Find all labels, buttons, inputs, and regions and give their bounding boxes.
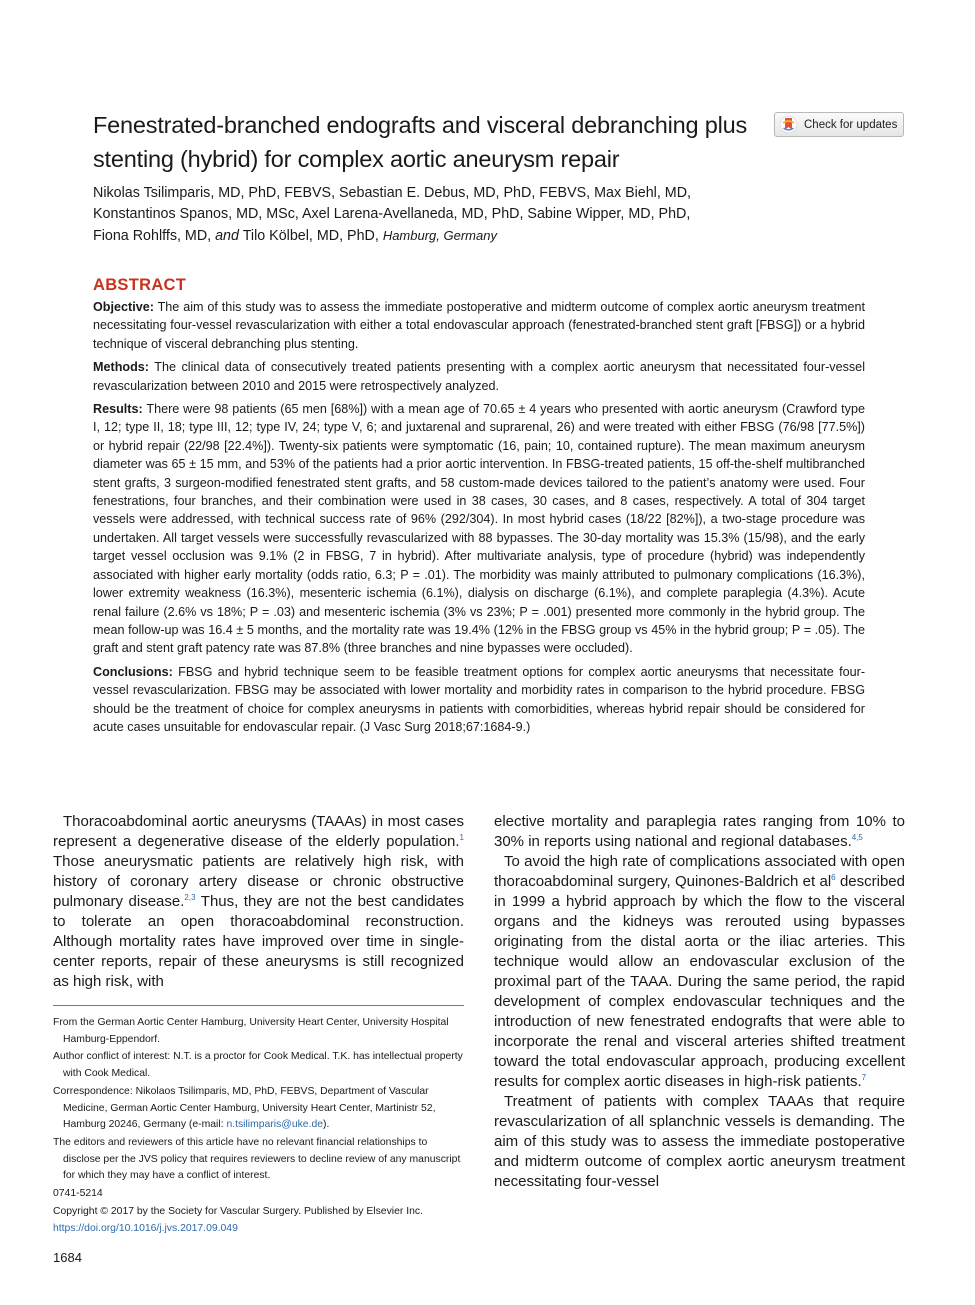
- author-line: Nikolas Tsilimparis, MD, PhD, FEBVS, Sebastian E. Debus, MD, PhD, FEBVS, Max Biehl, MD,: [93, 185, 692, 201]
- footnote-issn: 0741-5214: [53, 1188, 103, 1200]
- results-text: There were 98 patients (65 men [68%]) with a mean age of 70.65 ± 4 years who presented with aortic aneurysm (Crawford type I, 12; type II, 18; type III, 12; type IV, 24; type V, 6; and juxtarenal and suprarenal, 26) and were treated with either FBSG (76/98 [77.5%]) or hybrid repair (22/98 [22.4%]). Twenty-six patients were symptomatic (16, pain; 10, contained rupture). The mean maximum aneurysm diameter was 65 ± 15 mm, and 53% of the patients had a prior aortic intervention. In FBSG-treated patients, 15 off-the-shelf multibranched stent grafts, 3 surgeon-modified fenestrated stent grafts, and 58 custom-made devices tailored to the patient’s anatomy were used. Four fenestrations, four branches, and their combination were used in 38 cases, 30 cases, and 8 cases, respectively. A total of 304 target vessels were addressed, with technical success rate of 96% (292/304). In most hybrid cases (18/22 [82%]), a two-stage procedure was undertaken. All target vessels were successfully revascularized with 88 bypasses. The 30-day mortality was 15.3% (15/98), and the early target vessel occlusion was 9.1% (2 in FBSG, 7 in hybrid). After multivariate analysis, type of procedure (hybrid) was independently associated with higher early mortality (odds ratio, 6.3; P = .01). The morbidity was mainly attributed to pulmonary complications (16.3%), lower extremity weakness (16.3%), mesenteric ischemia (6.1%), dialysis on discharge (6.1%), and complete paraplegia (4.3%). Acute renal failure (2.6% vs 18%; P = .03) and mesenteric ischemia (3% vs 23%; P = .001) presented more commonly in the hybrid group. The mean follow-up was 16.4 ± 5 months, and the mortality rate was 19.4% (12% in the FBSG group vs 45% in the hybrid group; P = .05). The graft and stent graft patency rate was 87.8% (three branches and nine bypasses were occluded).: [93, 402, 865, 656]
- hybrid-text: To avoid the high rate of complications associated with open thoracoabdominal surgery, Quinones-Baldrich et al: [494, 853, 905, 890]
- intro-text: Thoracoabdominal aortic aneurysms (TAAAs) in most cases represent a degenerative disease of the elderly population.: [53, 813, 464, 850]
- aim-paragraph: Treatment of patients with complex TAAAs that require revascularization of all splanchnic vessels is demanding. The aim of this study was to assess the immediate postoperative and midterm outcome of complex aortic aneurysm treatment necessitating four-vessel: [494, 1093, 905, 1190]
- objective-label: Objective:: [93, 300, 154, 314]
- correspondence-text: Correspondence: Nikolaos Tsilimparis, MD, PhD, FEBVS, Department of Vascular Medicine, German Aortic Center Hamburg, University Heart Center, Martinistr 52, Hamburg 20246, Germany (e-mail:: [53, 1085, 436, 1131]
- author-list: [93, 183, 783, 247]
- footnote-copyright: Copyright © 2017 by the Society for Vascular Surgery. Published by Elsevier Inc.: [53, 1205, 423, 1217]
- methods-text: The clinical data of consecutively treated patients presenting with a complex aortic aneurysm that necessitated four-vessel revascularization between 2010 and 2015 were retrospectively analyzed.: [93, 360, 865, 393]
- footnote-affiliation: From the German Aortic Center Hamburg, University Heart Center, University Hospital Hamburg-Eppendorf.: [53, 1017, 449, 1045]
- footnote-disclosure: The editors and reviewers of this article have no relevant financial relationships to disclose per the JVS policy that requires reviewers to decline review of any manuscript for which they may have a conflict of interest.: [53, 1136, 461, 1182]
- footnotes: [53, 1015, 464, 1239]
- objective-text: The aim of this study was to assess the immediate postoperative and midterm outcome of complex aortic aneurysm treatment necessitating four-vessel revascularization with either a total endovascular approach (fenestrated-branched stent graft [FBSG]) or a hybrid technique of visceral debranching plus stenting.: [93, 300, 865, 351]
- correspondence-text: ).: [323, 1119, 330, 1131]
- intro-text: Thus, they are not the best candidates to tolerate an open thoracoabdominal reconstruction. Although mortality rates have improved over time in single-center reports, repair of these aneurysms is still recognized as high risk, with: [53, 893, 464, 990]
- conclusions-text: FBSG and hybrid technique seem to be feasible treatment options for complex aortic aneurysms that necessitate four-vessel revascularization. FBSG may be associated with lower mortality and morbidity rates in comparison to the hybrid procedure. FBSG should be the treatment of choice for complex aneurysms in patients with comorbidities, whereas hybrid repair should be considered for acute cases unsuitable for endovascular repair. (J Vasc Surg 2018;67:1684-9.): [93, 664, 866, 734]
- author-names: Fiona Rohlffs, MD,: [93, 228, 212, 244]
- author-conjunction: and: [215, 228, 239, 244]
- footnote-conflict: Author conflict of interest: N.T. is a proctor for Cook Medical. T.K. has intellectual property with Cook Medical.: [53, 1051, 463, 1080]
- email-link[interactable]: n.tsilimparis@uke.de: [226, 1119, 324, 1131]
- intro-text: elective mortality and paraplegia rates ranging from 10% to 30% in reports using national and regional databases.: [494, 813, 905, 850]
- hybrid-text: described in 1999 a hybrid approach by which the flow to the visceral organs and the kidneys was rerouted using bypasses originating from the distal aorta or the iliac arteries. This technique would allow an endovascular exclusion of the proximal part of the TAAA. During the same period, the rapid development of complex endovascular techniques and the introduction of new fenestrated endografts that were able to incorporate the renal and visceral arteries shifted treatment toward the total endovascular approach, producing excellent results for complex aortic diseases in high-risk patients.: [494, 873, 905, 1090]
- conclusions-label: Conclusions:: [93, 664, 173, 679]
- author-line: Konstantinos Spanos, MD, MSc, Axel Larena-Avellaneda, MD, PhD, Sabine Wipper, MD, PhD,: [93, 206, 691, 222]
- hybrid-paragraph: [494, 852, 905, 1092]
- footnote-divider: [53, 1005, 464, 1006]
- intro-paragraph: [53, 812, 464, 992]
- check-for-updates-button[interactable]: [774, 112, 904, 137]
- page-number: 1684: [53, 1250, 82, 1265]
- doi-link[interactable]: https://doi.org/10.1016/j.jvs.2017.09.049: [53, 1223, 238, 1235]
- crossmark-bookmark-icon: [780, 115, 797, 134]
- author-location: Hamburg, Germany: [382, 228, 497, 243]
- abstract-objective: [93, 298, 865, 353]
- results-label: Results:: [93, 402, 143, 417]
- author-names: Tilo Kölbel, MD, PhD,: [242, 228, 379, 244]
- abstract-body: [93, 298, 865, 741]
- methods-label: Methods:: [93, 360, 149, 375]
- citation-link[interactable]: 4,5: [851, 833, 863, 842]
- citation-link[interactable]: 2,3: [184, 893, 196, 902]
- intro-text: Those aneurysmatic patients are relatively high risk, with history of coronary artery disease or chronic obstructive pulmonary disease.: [53, 853, 464, 910]
- check-for-updates-label: Check for updates: [804, 118, 898, 131]
- citation-link[interactable]: 6: [831, 873, 836, 882]
- abstract-conclusions: [93, 663, 865, 737]
- abstract-methods: [93, 358, 865, 395]
- intro-paragraph-continued: [494, 812, 905, 852]
- body-left-column: [53, 812, 464, 992]
- author-line: [93, 225, 783, 247]
- article-title: Fenestrated-branched endografts and visceral debranching plus stenting (hybrid) for complex aortic aneurysm repair: [93, 112, 748, 172]
- citation-link[interactable]: 1: [459, 833, 464, 842]
- abstract-heading: ABSTRACT: [93, 276, 187, 294]
- abstract-results: [93, 400, 865, 658]
- footnote-correspondence: [53, 1084, 464, 1134]
- citation-link[interactable]: 7: [861, 1073, 867, 1082]
- body-right-column: [494, 812, 905, 1192]
